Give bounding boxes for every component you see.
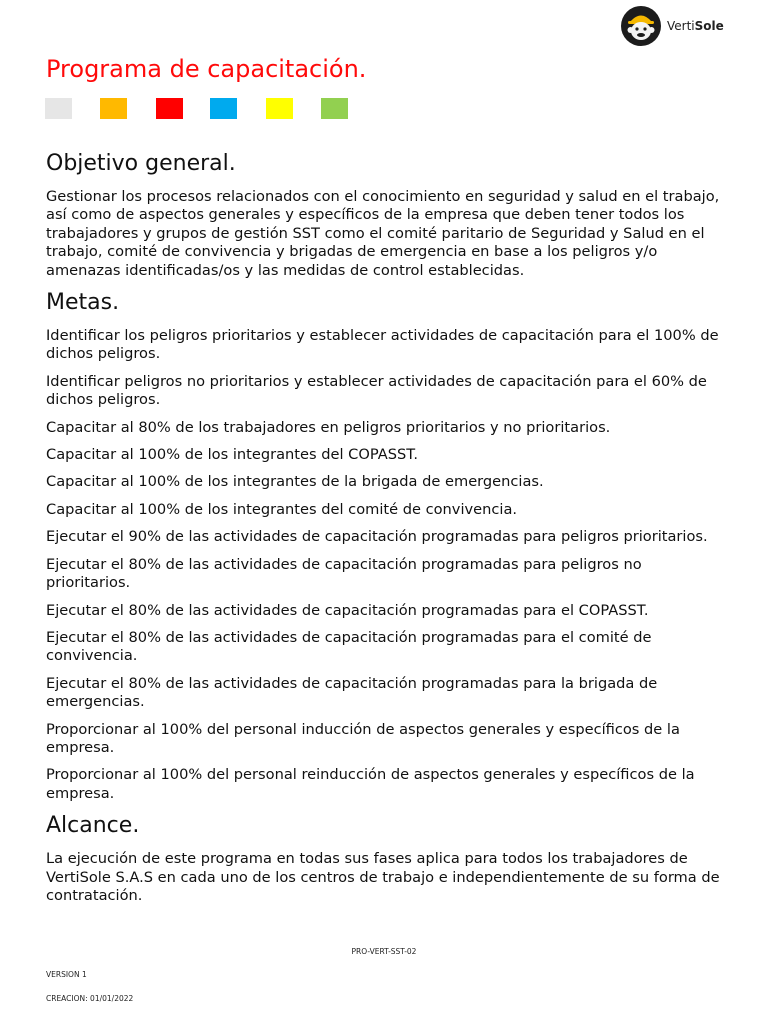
document-version: VERSION 1 [46, 970, 87, 979]
alcance-section [46, 812, 726, 905]
page-title: Programa de capacitación. [46, 55, 367, 83]
meta-item: Capacitar al 100% de los integrantes del comité de convivencia. [46, 500, 518, 518]
meta-item: Proporcionar al 100% del personal inducción de aspectos generales y específicos de la empresa. [46, 720, 680, 756]
company-logo [621, 6, 724, 46]
objetivo-section [46, 150, 726, 280]
meta-item: Ejecutar el 80% de las actividades de capacitación programadas para peligros no prioritarios. [46, 555, 642, 592]
color-swatch-red [156, 98, 183, 119]
meta-item: Ejecutar el 80% de las actividades de capacitación programadas para el comité de convivencia. [46, 628, 652, 665]
document-creation-date: CREACION: 01/01/2022 [46, 994, 134, 1003]
meta-item: Proporcionar al 100% del personal reinducción de aspectos generales y específicos de la empresa. [46, 766, 695, 802]
meta-item: Capacitar al 100% de los integrantes de la brigada de emergencias. [46, 473, 544, 491]
color-swatch-orange [100, 98, 127, 119]
meta-item: Ejecutar el 80% de las actividades de capacitación programadas para el COPASST. [46, 601, 649, 619]
meta-item: Identificar los peligros prioritarios y establecer actividades de capacitación para el 100% de dichos peligros. [46, 327, 719, 363]
alcance-text: La ejecución de este programa en todas sus fases aplica para todos los trabajadores de VertiSole S.A.S en cada uno de los centros de trabajo e independientemente de su forma de contratación. [46, 850, 720, 904]
logo-name-regular: Verti [667, 19, 695, 33]
document-code: PRO-VERT-SST-02 [351, 947, 417, 956]
color-swatch-gray [45, 98, 72, 119]
alcance-heading: Alcance. [46, 813, 140, 839]
meta-item: Identificar peligros no prioritarios y establecer actividades de capacitación para el 60% de dichos peligros. [46, 372, 707, 409]
meta-item: Ejecutar el 80% de las actividades de capacitación programadas para la brigada de emergencias. [46, 674, 658, 711]
color-swatch-yellow [266, 98, 293, 119]
logo-wordmark [667, 19, 724, 33]
monkey-with-hardhat-icon [621, 6, 661, 46]
color-swatch-green [321, 98, 348, 119]
metas-heading: Metas. [46, 290, 120, 316]
meta-item: Capacitar al 80% de los trabajadores en peligros prioritarios y no prioritarios. [46, 418, 611, 436]
color-swatch-blue [210, 98, 237, 119]
meta-item: Ejecutar el 90% de las actividades de capacitación programadas para peligros prioritarios. [46, 528, 708, 546]
metas-section [46, 289, 726, 803]
logo-name-bold: Sole [694, 19, 724, 33]
objetivo-heading: Objetivo general. [46, 151, 236, 176]
meta-item: Capacitar al 100% de los integrantes del COPASST. [46, 446, 419, 464]
objetivo-text: Gestionar los procesos relacionados con el conocimiento en seguridad y salud en el trabajo, así como de aspectos generales y específicos de la empresa que deben tener todos los trabajadores y grupos de gestión SST como el comité paritario de Seguridad y Salud en el trabajo, comité de convivencia y brigadas de emergencia en base a los peligros y/o amenazas identificadas/os y las medidas de control establecidas. [46, 188, 720, 279]
document-body [46, 150, 726, 914]
